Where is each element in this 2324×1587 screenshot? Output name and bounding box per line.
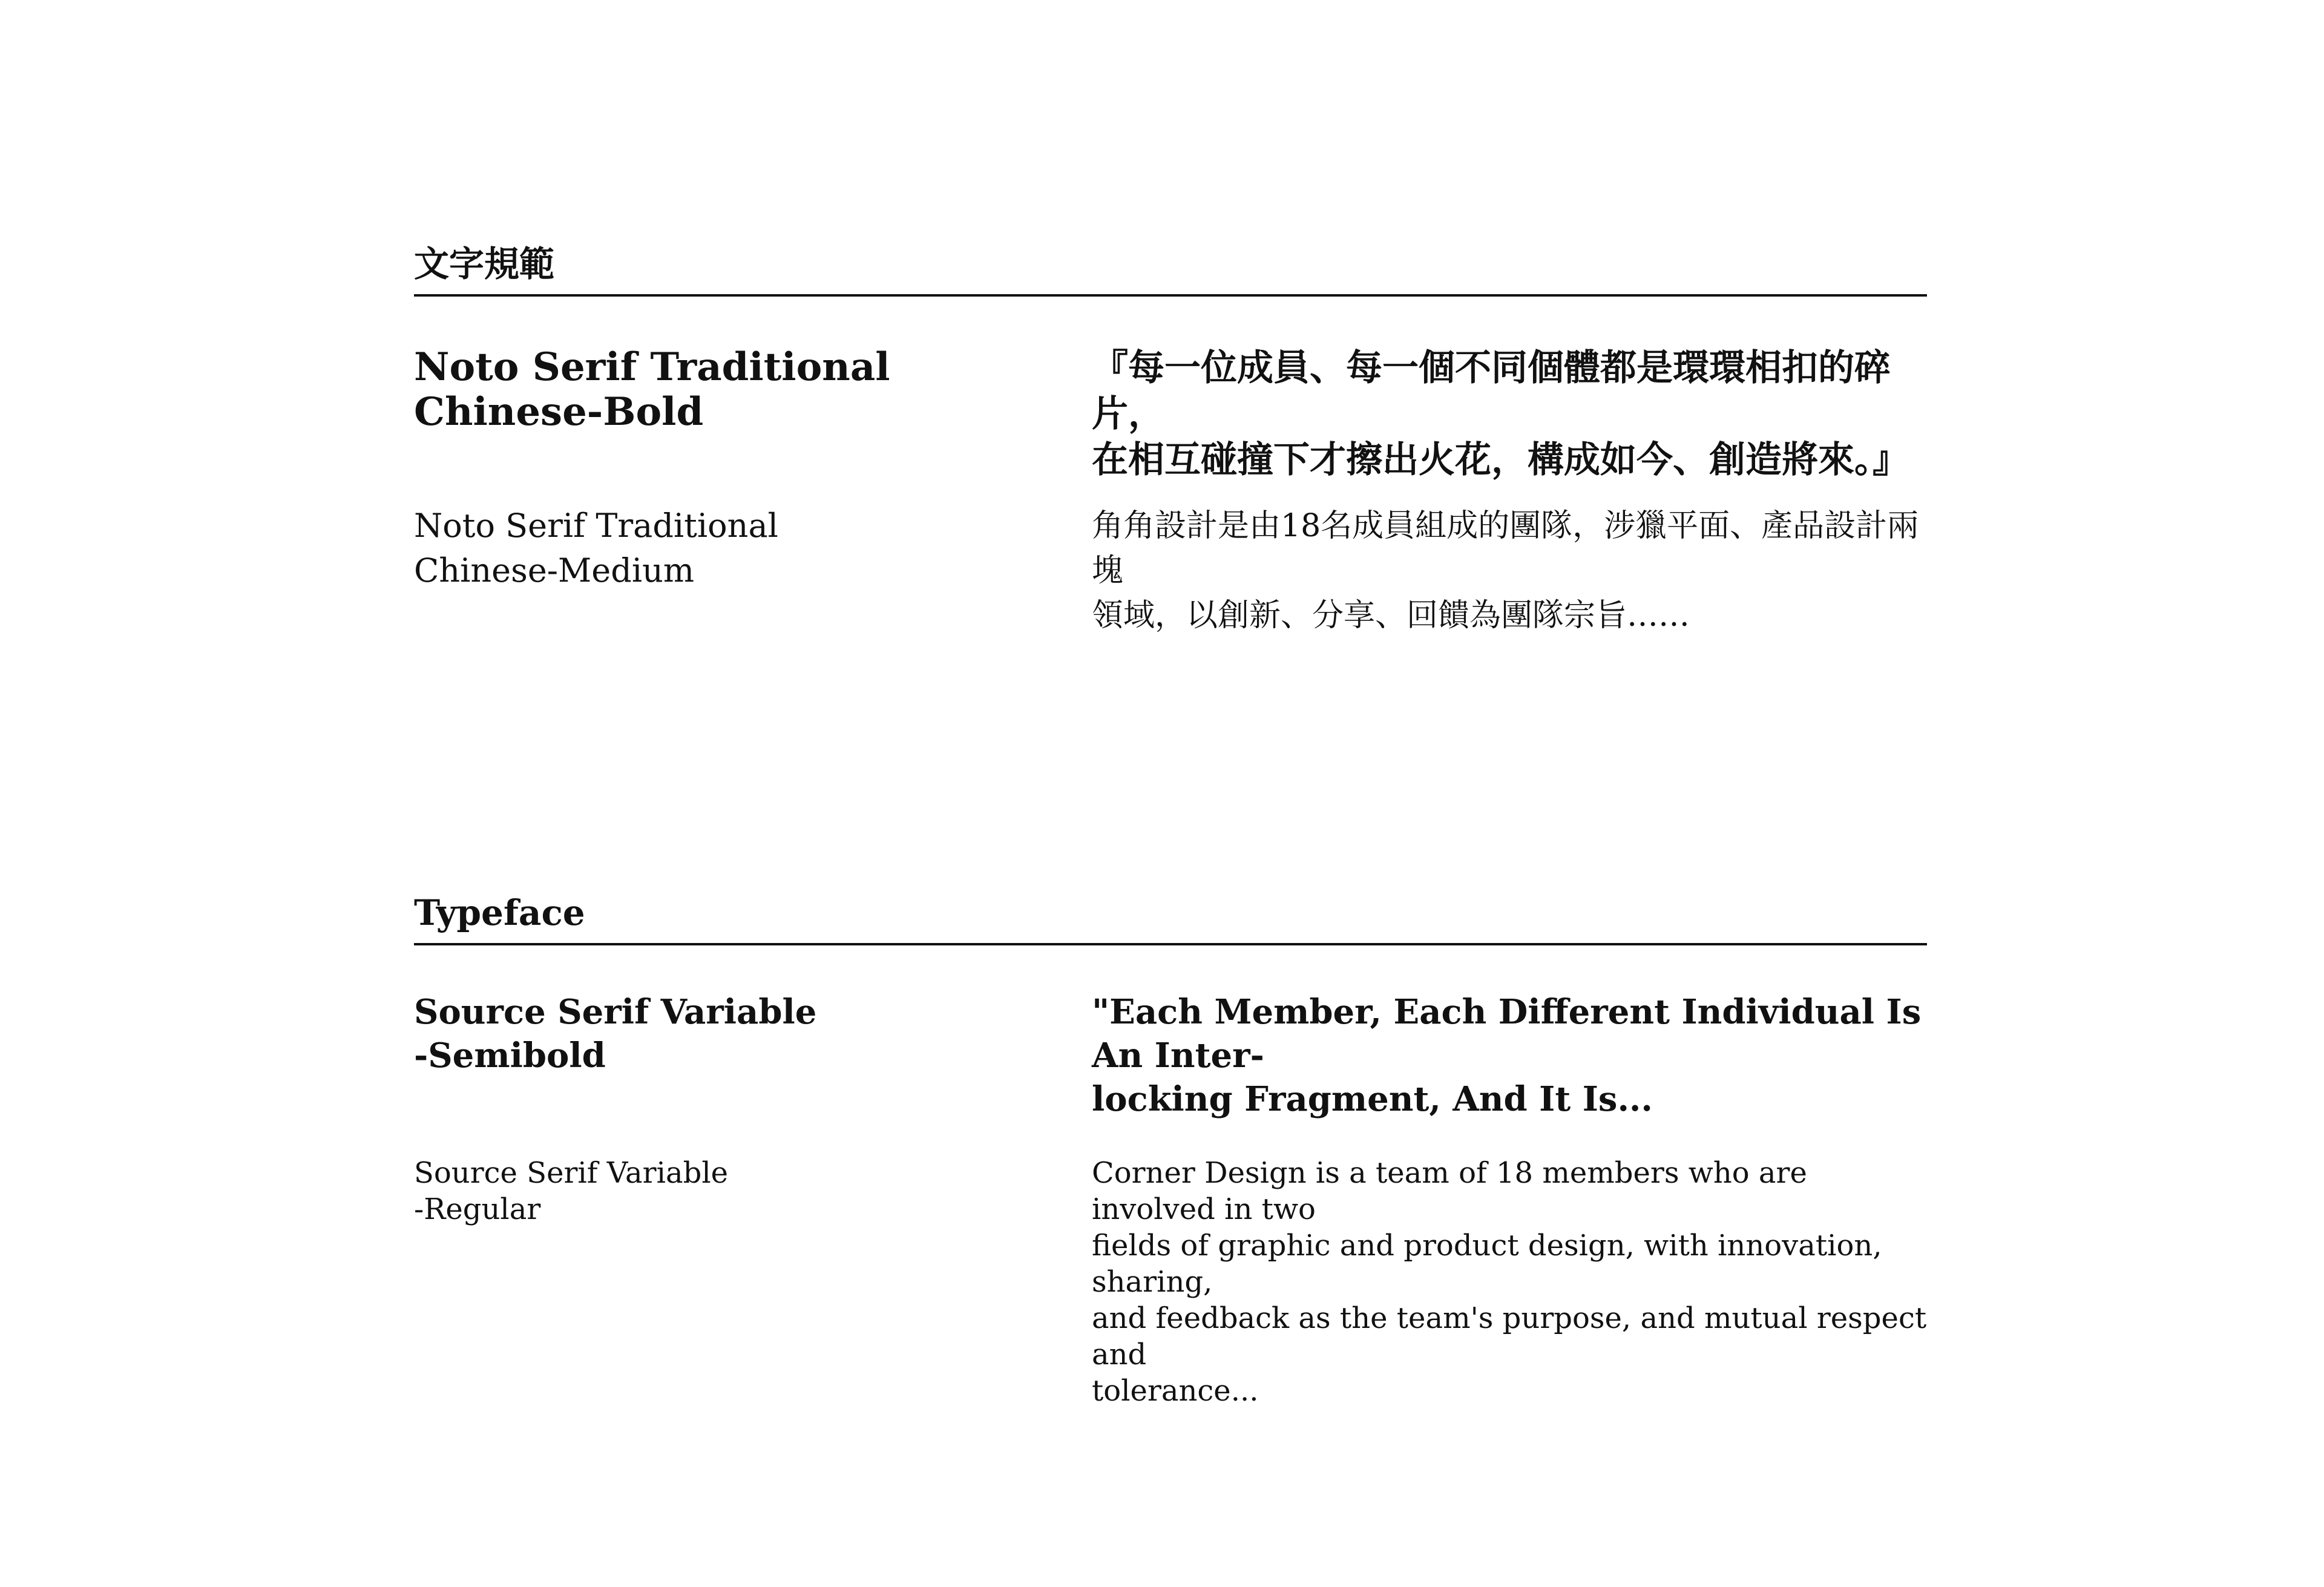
bold-font-row (414, 345, 1927, 504)
medium-font-name: Noto Serif Traditional Chinese-Medium (414, 507, 778, 590)
regular-font-row (414, 1155, 1927, 1408)
semibold-font-sample: "Each Member, Each Different Individual Is An Inter- locking Fragment, And It Is... (1092, 992, 1922, 1119)
semibold-font-row (414, 990, 1927, 1155)
regular-font-name: Source Serif Variable -Regular (414, 1156, 729, 1226)
section-divider (414, 294, 1927, 297)
bold-font-name: Noto Serif Traditional Chinese-Bold (414, 344, 890, 435)
section-divider (414, 943, 1927, 945)
section-title-chinese: 文字規範 (414, 243, 555, 284)
medium-font-row (414, 504, 1927, 634)
medium-font-sample: 角角設計是由18名成員組成的團隊，涉獵平面、產品設計兩塊 領域，以創新、分享、回饋為團隊宗旨…… (1092, 508, 1919, 634)
typeface-section (414, 891, 1927, 1408)
bold-font-sample: 『每一位成員、每一個不同個體都是環環相扣的碎片， 在相互碰撞下才擦出火花，構成如今、創造將來。』 (1092, 347, 1909, 481)
chinese-typography-section (414, 242, 1927, 634)
section-title-typeface: Typeface (414, 892, 585, 933)
semibold-font-name: Source Serif Variable -Semibold (414, 992, 817, 1076)
regular-font-sample: Corner Design is a team of 18 members who are involved in two fields of graphic and product design, with innovation, sharing, and feedback as the team's purpose, and mutual respect and tolerance... (1092, 1156, 1927, 1408)
